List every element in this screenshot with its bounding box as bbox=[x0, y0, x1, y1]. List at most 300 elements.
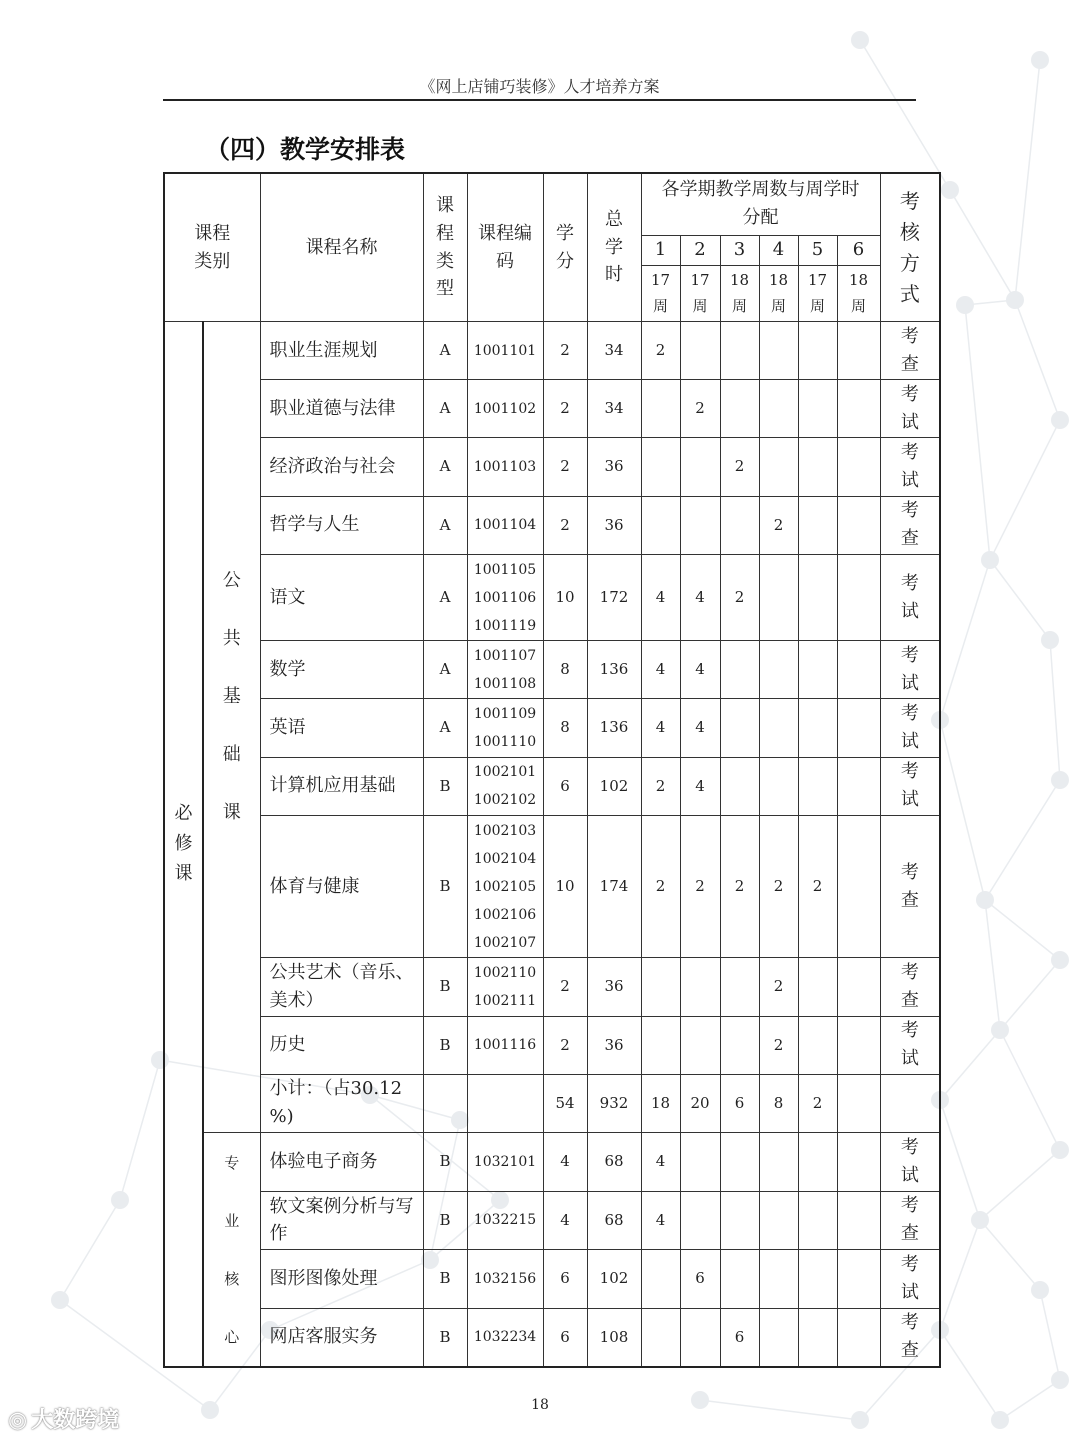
semester-hours-6 bbox=[837, 496, 880, 554]
semester-hours-3: 2 bbox=[720, 438, 759, 496]
network-node bbox=[1041, 631, 1059, 649]
group-public-char: 公 bbox=[222, 570, 241, 592]
header-total-hours-char: 学 bbox=[605, 236, 623, 258]
course-codes bbox=[467, 958, 543, 1016]
course-name: 职业生涯规划 bbox=[260, 322, 423, 380]
course-hours: 172 bbox=[587, 554, 641, 640]
network-node bbox=[941, 181, 959, 199]
network-line bbox=[940, 1030, 1000, 1100]
weeks-line: 18 bbox=[848, 271, 869, 290]
course-credits: 8 bbox=[543, 699, 587, 757]
header-total-hours bbox=[587, 173, 641, 322]
course-code: 1032101 bbox=[473, 1153, 537, 1170]
network-line bbox=[980, 1220, 1040, 1290]
subtotal-semester-1: 18 bbox=[641, 1074, 680, 1132]
semester-hours-2: 4 bbox=[680, 554, 720, 640]
assessment-char: 查 bbox=[900, 528, 919, 550]
course-hours: 68 bbox=[587, 1191, 641, 1250]
assessment-char: 试 bbox=[900, 1282, 919, 1304]
course-assessment bbox=[880, 1133, 940, 1192]
course-codes bbox=[467, 699, 543, 757]
course-row bbox=[164, 1308, 940, 1367]
group-public-char: 共 bbox=[222, 628, 241, 650]
course-assessment bbox=[880, 641, 940, 699]
weeks-line: 周 bbox=[809, 297, 825, 316]
subtotal-code-empty bbox=[467, 1074, 543, 1132]
semester-hours-6 bbox=[837, 380, 880, 438]
header-credits-char: 学 bbox=[556, 222, 574, 244]
course-row bbox=[164, 1250, 940, 1309]
assessment-char: 考 bbox=[900, 1136, 919, 1158]
header-course-type-char: 程 bbox=[436, 222, 454, 244]
header-weeks-2 bbox=[680, 265, 720, 321]
network-line bbox=[1000, 1030, 1060, 1150]
network-node bbox=[1051, 1141, 1069, 1159]
course-assessment bbox=[880, 815, 940, 958]
semester-hours-2: 4 bbox=[680, 641, 720, 699]
network-node bbox=[1006, 291, 1024, 309]
course-code: 1002106 bbox=[473, 906, 537, 923]
header-course-code-line: 课程编 bbox=[478, 222, 532, 244]
course-hours: 36 bbox=[587, 496, 641, 554]
network-node bbox=[991, 1021, 1009, 1039]
semester-hours-3: 2 bbox=[720, 554, 759, 640]
semester-hours-5 bbox=[798, 1016, 837, 1074]
course-codes bbox=[467, 1308, 543, 1367]
weeks-line: 周 bbox=[731, 297, 747, 316]
semester-hours-6 bbox=[837, 757, 880, 815]
network-line bbox=[950, 190, 1015, 300]
semester-hours-2: 6 bbox=[680, 1250, 720, 1309]
assessment-char: 考 bbox=[900, 442, 919, 464]
assessment-char: 试 bbox=[900, 470, 919, 492]
course-assessment bbox=[880, 380, 940, 438]
weeks-line: 周 bbox=[692, 297, 708, 316]
network-line bbox=[940, 560, 990, 720]
semester-hours-4 bbox=[759, 322, 798, 380]
course-code: 1002111 bbox=[473, 993, 537, 1010]
semester-hours-3 bbox=[720, 380, 759, 438]
course-codes bbox=[467, 380, 543, 438]
semester-hours-6 bbox=[837, 1191, 880, 1250]
subtotal-semester-2: 20 bbox=[680, 1074, 720, 1132]
network-line bbox=[940, 1100, 980, 1220]
weeks-line: 17 bbox=[650, 271, 671, 290]
network-node bbox=[1051, 951, 1069, 969]
network-node bbox=[1051, 411, 1069, 429]
header-semester-3: 3 bbox=[720, 235, 759, 265]
weibo-logo-icon: ◎ bbox=[8, 1408, 28, 1433]
course-assessment bbox=[880, 1191, 940, 1250]
course-row bbox=[164, 1016, 940, 1074]
group-public-label bbox=[221, 552, 243, 842]
course-hours: 102 bbox=[587, 757, 641, 815]
network-node bbox=[1051, 771, 1069, 789]
header-course-type-char: 型 bbox=[436, 278, 454, 300]
header-course-type-char: 课 bbox=[436, 194, 454, 216]
assessment-char: 考 bbox=[900, 962, 919, 984]
course-assessment bbox=[880, 699, 940, 757]
course-hours: 36 bbox=[587, 438, 641, 496]
header-credits bbox=[543, 173, 587, 322]
network-node bbox=[991, 1411, 1009, 1429]
header-semester-5: 5 bbox=[798, 235, 837, 265]
header-semester-2: 2 bbox=[680, 235, 720, 265]
semester-hours-3: 2 bbox=[720, 815, 759, 958]
network-line bbox=[985, 900, 1060, 960]
course-hours: 136 bbox=[587, 699, 641, 757]
semester-hours-3 bbox=[720, 1250, 759, 1309]
course-name: 公共艺术（音乐、美术） bbox=[260, 958, 423, 1016]
semester-hours-6 bbox=[837, 958, 880, 1016]
course-type: B bbox=[423, 1191, 467, 1250]
network-line bbox=[1015, 300, 1060, 420]
semester-hours-4 bbox=[759, 1308, 798, 1367]
network-node bbox=[111, 1191, 129, 1209]
group-professional-core bbox=[203, 1133, 260, 1367]
assessment-char: 考 bbox=[900, 572, 919, 594]
header-course-type bbox=[423, 173, 467, 322]
network-node bbox=[851, 1411, 869, 1429]
semester-hours-3 bbox=[720, 322, 759, 380]
course-row bbox=[164, 496, 940, 554]
course-row bbox=[164, 554, 940, 640]
subtotal-row bbox=[164, 1074, 940, 1132]
course-credits: 8 bbox=[543, 641, 587, 699]
semester-hours-5 bbox=[798, 1250, 837, 1309]
weeks-line: 17 bbox=[690, 271, 710, 290]
group-required-label bbox=[173, 799, 195, 889]
network-line bbox=[1000, 960, 1060, 1030]
course-codes bbox=[467, 496, 543, 554]
weeks-line: 周 bbox=[851, 297, 867, 316]
network-node bbox=[51, 1291, 69, 1309]
header-assessment-char: 方 bbox=[899, 250, 920, 275]
semester-hours-4 bbox=[759, 1133, 798, 1192]
assessment-char: 考 bbox=[900, 1312, 919, 1334]
header-weeks-6 bbox=[837, 265, 880, 321]
semester-hours-1: 4 bbox=[641, 554, 680, 640]
course-assessment bbox=[880, 1250, 940, 1309]
course-codes bbox=[467, 438, 543, 496]
header-weeks-4 bbox=[759, 265, 798, 321]
header-course-code bbox=[467, 173, 543, 322]
course-code: 1001101 bbox=[473, 342, 537, 359]
course-hours: 68 bbox=[587, 1133, 641, 1192]
semester-hours-5 bbox=[798, 757, 837, 815]
semester-hours-5 bbox=[798, 641, 837, 699]
course-name: 英语 bbox=[260, 699, 423, 757]
weeks-line: 周 bbox=[652, 297, 668, 316]
semester-hours-1: 2 bbox=[641, 815, 680, 958]
course-credits: 10 bbox=[543, 815, 587, 958]
group-core-label bbox=[223, 1134, 241, 1366]
course-name: 哲学与人生 bbox=[260, 496, 423, 554]
course-assessment bbox=[880, 958, 940, 1016]
course-codes bbox=[467, 1191, 543, 1250]
course-row bbox=[164, 815, 940, 958]
subtotal-semester-3: 6 bbox=[720, 1074, 759, 1132]
header-semester-6: 6 bbox=[837, 235, 880, 265]
semester-hours-5 bbox=[798, 1133, 837, 1192]
assessment-char: 查 bbox=[900, 1340, 919, 1362]
course-assessment bbox=[880, 438, 940, 496]
course-type: B bbox=[423, 1133, 467, 1192]
course-code: 1001104 bbox=[473, 517, 537, 534]
assessment-char: 试 bbox=[900, 600, 919, 622]
course-code: 1032234 bbox=[473, 1329, 537, 1346]
course-type: B bbox=[423, 1308, 467, 1367]
semester-hours-1 bbox=[641, 496, 680, 554]
course-code: 1001103 bbox=[473, 459, 537, 476]
course-hours: 36 bbox=[587, 1016, 641, 1074]
course-type: A bbox=[423, 699, 467, 757]
assessment-char: 试 bbox=[900, 731, 919, 753]
semester-hours-4: 2 bbox=[759, 1016, 798, 1074]
course-name: 网店客服实务 bbox=[260, 1308, 423, 1367]
semester-hours-2 bbox=[680, 958, 720, 1016]
semester-hours-3 bbox=[720, 1016, 759, 1074]
network-node bbox=[1051, 1371, 1069, 1389]
assessment-char: 考 bbox=[900, 1254, 919, 1276]
course-credits: 10 bbox=[543, 554, 587, 640]
network-line bbox=[980, 1150, 1060, 1220]
subtotal-semester-5: 2 bbox=[798, 1074, 837, 1132]
course-credits: 2 bbox=[543, 322, 587, 380]
header-category-line: 类别 bbox=[194, 250, 231, 272]
header-course-name: 课程名称 bbox=[260, 173, 423, 322]
weeks-line: 18 bbox=[768, 271, 789, 290]
semester-hours-4 bbox=[759, 641, 798, 699]
semester-hours-5 bbox=[798, 322, 837, 380]
semester-hours-5 bbox=[798, 380, 837, 438]
semester-hours-2 bbox=[680, 1133, 720, 1192]
semester-hours-6 bbox=[837, 438, 880, 496]
course-row bbox=[164, 641, 940, 699]
assessment-char: 考 bbox=[900, 500, 919, 522]
semester-hours-2: 2 bbox=[680, 380, 720, 438]
semester-hours-1: 2 bbox=[641, 322, 680, 380]
group-core-char: 业 bbox=[224, 1211, 240, 1230]
network-node bbox=[1031, 51, 1049, 69]
course-code: 1002105 bbox=[473, 878, 537, 895]
course-hours: 34 bbox=[587, 322, 641, 380]
group-required-char: 必 bbox=[174, 803, 193, 825]
group-required-courses bbox=[164, 322, 203, 1367]
header-total-hours-char: 时 bbox=[605, 264, 623, 286]
group-core-char: 心 bbox=[224, 1327, 240, 1346]
header-course-type-char: 类 bbox=[436, 250, 454, 272]
semester-hours-5 bbox=[798, 438, 837, 496]
course-hours: 34 bbox=[587, 380, 641, 438]
course-assessment bbox=[880, 1308, 940, 1367]
teaching-schedule-table bbox=[163, 172, 941, 1368]
subtotal-semester-6 bbox=[837, 1074, 880, 1132]
semester-hours-3 bbox=[720, 958, 759, 1016]
assessment-char: 试 bbox=[900, 1164, 919, 1186]
semester-hours-2: 2 bbox=[680, 815, 720, 958]
semester-hours-6 bbox=[837, 1016, 880, 1074]
header-category bbox=[164, 173, 260, 322]
group-public-char: 基 bbox=[222, 686, 241, 708]
weeks-line: 17 bbox=[807, 271, 828, 290]
assessment-char: 试 bbox=[900, 789, 919, 811]
course-code: 1002110 bbox=[473, 965, 537, 982]
subtotal-assessment-empty bbox=[880, 1074, 940, 1132]
network-line bbox=[940, 1220, 980, 1330]
course-code: 1001119 bbox=[473, 617, 537, 634]
semester-hours-4: 2 bbox=[759, 496, 798, 554]
semester-hours-3 bbox=[720, 496, 759, 554]
course-credits: 4 bbox=[543, 1133, 587, 1192]
header-category-line: 课程 bbox=[194, 222, 231, 244]
network-line bbox=[940, 720, 985, 900]
subtotal-type-empty bbox=[423, 1074, 467, 1132]
running-header: 《网上店铺巧装修》人才培养方案 bbox=[419, 77, 660, 96]
network-node bbox=[976, 891, 994, 909]
course-type: A bbox=[423, 322, 467, 380]
course-name: 经济政治与社会 bbox=[260, 438, 423, 496]
watermark-text: 大数跨境 bbox=[31, 1408, 120, 1433]
header-credits-char: 分 bbox=[556, 250, 574, 272]
course-credits: 2 bbox=[543, 380, 587, 438]
semester-hours-2 bbox=[680, 1016, 720, 1074]
course-code: 1001105 bbox=[473, 561, 537, 578]
semester-hours-5 bbox=[798, 554, 837, 640]
course-codes bbox=[467, 757, 543, 815]
header-semester-4: 4 bbox=[759, 235, 798, 265]
semester-hours-3 bbox=[720, 699, 759, 757]
course-type: B bbox=[423, 1250, 467, 1309]
course-assessment bbox=[880, 1016, 940, 1074]
semester-hours-5 bbox=[798, 1308, 837, 1367]
assessment-char: 查 bbox=[900, 353, 919, 375]
group-core-char: 专 bbox=[224, 1153, 240, 1172]
assessment-char: 考 bbox=[900, 703, 919, 725]
course-credits: 2 bbox=[543, 438, 587, 496]
course-code: 1001110 bbox=[473, 734, 537, 751]
semester-hours-2 bbox=[680, 322, 720, 380]
course-name: 职业道德与法律 bbox=[260, 380, 423, 438]
course-credits: 6 bbox=[543, 757, 587, 815]
network-line bbox=[990, 420, 1060, 560]
course-type: B bbox=[423, 1016, 467, 1074]
semester-hours-5 bbox=[798, 958, 837, 1016]
assessment-char: 考 bbox=[900, 761, 919, 783]
course-codes bbox=[467, 1016, 543, 1074]
course-type: A bbox=[423, 641, 467, 699]
network-node bbox=[851, 31, 869, 49]
semester-hours-6 bbox=[837, 641, 880, 699]
header-rule bbox=[163, 99, 916, 101]
course-row bbox=[164, 380, 940, 438]
network-line bbox=[60, 1200, 120, 1300]
watermark bbox=[8, 1403, 119, 1434]
header-total-hours-char: 总 bbox=[605, 208, 623, 230]
header-weekly-line: 分配 bbox=[742, 207, 779, 229]
semester-hours-4: 2 bbox=[759, 815, 798, 958]
course-code: 1001106 bbox=[473, 589, 537, 606]
network-line bbox=[1050, 640, 1060, 780]
semester-hours-4: 2 bbox=[759, 958, 798, 1016]
course-code: 1001116 bbox=[473, 1037, 537, 1054]
semester-hours-1 bbox=[641, 1016, 680, 1074]
header-assessment bbox=[880, 173, 940, 322]
semester-hours-6 bbox=[837, 322, 880, 380]
course-credits: 2 bbox=[543, 496, 587, 554]
weeks-line: 18 bbox=[729, 271, 750, 290]
semester-hours-3 bbox=[720, 757, 759, 815]
subtotal-credits: 54 bbox=[543, 1074, 587, 1132]
semester-hours-2: 4 bbox=[680, 699, 720, 757]
semester-hours-1: 4 bbox=[641, 1133, 680, 1192]
group-public-char: 课 bbox=[222, 802, 241, 824]
assessment-char: 考 bbox=[900, 1020, 919, 1042]
course-assessment bbox=[880, 554, 940, 640]
assessment-char: 考 bbox=[900, 1195, 919, 1217]
semester-hours-1 bbox=[641, 438, 680, 496]
header-weeks-1 bbox=[641, 265, 680, 321]
semester-hours-1 bbox=[641, 1250, 680, 1309]
semester-hours-3 bbox=[720, 1133, 759, 1192]
course-code: 1032215 bbox=[473, 1212, 537, 1229]
course-type: B bbox=[423, 815, 467, 958]
header-row bbox=[164, 173, 940, 235]
semester-hours-1 bbox=[641, 1308, 680, 1367]
header-semester-1: 1 bbox=[641, 235, 680, 265]
assessment-char: 考 bbox=[900, 383, 919, 405]
course-code: 1002107 bbox=[473, 934, 537, 951]
network-line bbox=[985, 900, 1000, 1030]
assessment-char: 查 bbox=[900, 990, 919, 1012]
course-codes bbox=[467, 554, 543, 640]
semester-hours-1 bbox=[641, 380, 680, 438]
semester-hours-6 bbox=[837, 1308, 880, 1367]
semester-hours-3 bbox=[720, 641, 759, 699]
subtotal-label: 小计：（占30.12 %) bbox=[260, 1074, 423, 1132]
course-row bbox=[164, 699, 940, 757]
semester-hours-1: 4 bbox=[641, 641, 680, 699]
group-required-char: 课 bbox=[174, 863, 193, 885]
assessment-char: 试 bbox=[900, 411, 919, 433]
semester-hours-6 bbox=[837, 815, 880, 958]
network-line bbox=[965, 305, 990, 560]
course-credits: 2 bbox=[543, 1016, 587, 1074]
network-line bbox=[1015, 60, 1040, 300]
assessment-char: 试 bbox=[900, 1048, 919, 1070]
weeks-line: 周 bbox=[770, 297, 786, 316]
course-credits: 6 bbox=[543, 1308, 587, 1367]
semester-hours-6 bbox=[837, 699, 880, 757]
course-code: 1002103 bbox=[473, 822, 537, 839]
course-type: A bbox=[423, 554, 467, 640]
assessment-char: 考 bbox=[900, 644, 919, 666]
semester-hours-4 bbox=[759, 380, 798, 438]
course-row bbox=[164, 958, 940, 1016]
semester-hours-3: 6 bbox=[720, 1308, 759, 1367]
header-weekly-line: 各学期教学周数与周学时 bbox=[661, 179, 860, 201]
network-line bbox=[120, 1060, 160, 1200]
network-line bbox=[985, 780, 1060, 900]
semester-hours-6 bbox=[837, 554, 880, 640]
section-title: （四）教学安排表 bbox=[205, 135, 406, 164]
course-code: 1001108 bbox=[473, 675, 537, 692]
course-hours: 174 bbox=[587, 815, 641, 958]
semester-hours-4 bbox=[759, 438, 798, 496]
group-required-char: 修 bbox=[174, 833, 193, 855]
semester-hours-1: 4 bbox=[641, 1191, 680, 1250]
network-node bbox=[971, 1211, 989, 1229]
